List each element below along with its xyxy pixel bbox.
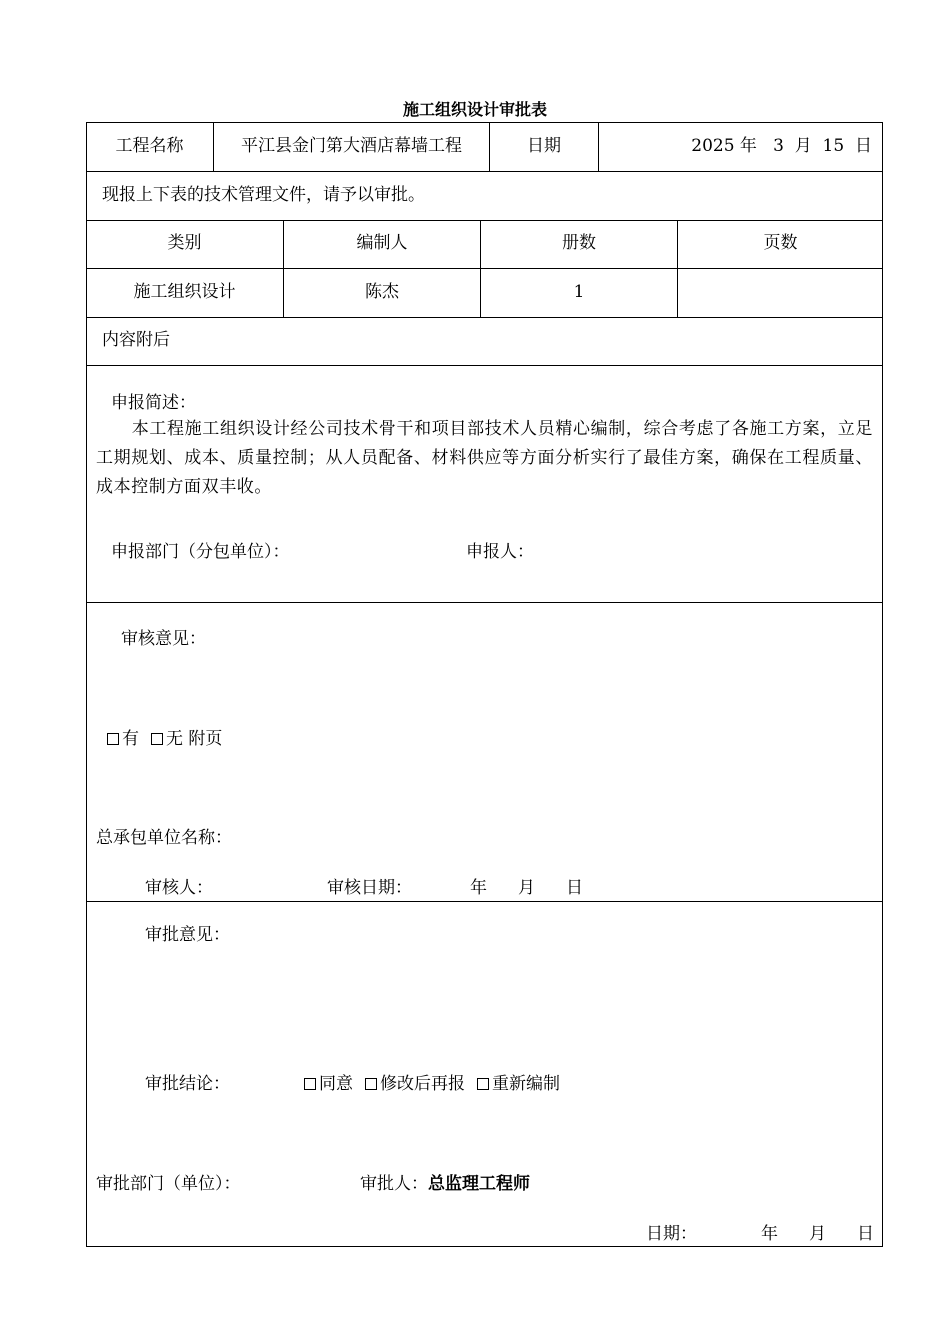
conclusion-options bbox=[304, 1076, 560, 1093]
table-cell-author: 陈杰 bbox=[365, 282, 399, 302]
project-name-value: 平江县金门第大酒店幕墙工程 bbox=[241, 136, 462, 156]
divider bbox=[86, 268, 883, 269]
checkbox-icon bbox=[107, 733, 119, 745]
divider bbox=[86, 220, 883, 221]
review-day: 日 bbox=[566, 878, 583, 898]
column-header-author: 编制人 bbox=[356, 233, 408, 253]
approver-value: 总监理工程师 bbox=[428, 1174, 530, 1194]
divider bbox=[86, 901, 883, 902]
report-heading: 申报简述： bbox=[111, 393, 196, 413]
checkbox-icon bbox=[365, 1078, 377, 1090]
column-header-pages: 页数 bbox=[763, 233, 798, 253]
review-year: 年 bbox=[470, 878, 487, 898]
option-recompile[interactable]: 重新编制 bbox=[477, 1074, 560, 1094]
checkbox-icon bbox=[477, 1078, 489, 1090]
approver-label: 审批人： bbox=[360, 1174, 428, 1194]
page-title: 施工组织设计审批表 bbox=[402, 100, 547, 119]
report-text: 本工程施工组织设计经公司技术骨干和项目部技术人员精心编制，综合考虑了各施工方案，立足工期规划、成本、质量控制；从人员配备、材料供应等方面分析实行了最佳方案，确保在工程质量、成本控制方面双丰收。 bbox=[96, 419, 873, 497]
review-month: 月 bbox=[518, 878, 535, 898]
divider bbox=[598, 122, 599, 172]
conclusion-label: 审批结论： bbox=[145, 1074, 230, 1094]
option-revise[interactable]: 修改后再报 bbox=[365, 1076, 465, 1093]
table-cell-category: 施工组织设计 bbox=[133, 282, 236, 302]
table-cell-volumes: 1 bbox=[573, 282, 585, 302]
option-yes[interactable]: 有 bbox=[107, 731, 139, 748]
review-heading: 审核意见： bbox=[121, 629, 206, 649]
divider bbox=[86, 317, 883, 318]
date-label: 日期 bbox=[527, 136, 561, 156]
report-dept-label: 申报部门（分包单位）： bbox=[111, 542, 290, 562]
option-agree[interactable]: 同意 bbox=[304, 1076, 353, 1093]
approval-year: 年 bbox=[761, 1224, 778, 1244]
reporter-label: 申报人： bbox=[466, 542, 534, 562]
approver-field bbox=[360, 1176, 530, 1193]
contractor-name-label: 总承包单位名称： bbox=[96, 828, 232, 848]
approval-dept-label: 审批部门（单位）： bbox=[96, 1174, 241, 1194]
column-header-volumes: 册数 bbox=[562, 233, 596, 253]
approval-date-label: 日期： bbox=[646, 1224, 697, 1244]
checkbox-icon bbox=[304, 1078, 316, 1090]
project-name-label: 工程名称 bbox=[115, 136, 184, 156]
option-no[interactable]: 无 bbox=[151, 729, 183, 749]
checkbox-icon bbox=[151, 733, 163, 745]
attachment-options bbox=[107, 731, 222, 748]
review-date-label: 审核日期： bbox=[327, 878, 412, 898]
notice-text: 现报上下表的技术管理文件，请予以审批。 bbox=[102, 185, 425, 205]
divider bbox=[86, 171, 883, 172]
attach-label: 附页 bbox=[188, 729, 223, 749]
divider bbox=[86, 602, 883, 603]
approval-month: 月 bbox=[809, 1224, 826, 1244]
date-value: 2025 年 3 月 15 日 bbox=[691, 136, 872, 156]
divider bbox=[86, 365, 883, 366]
column-header-category: 类别 bbox=[167, 233, 202, 253]
approval-day: 日 bbox=[857, 1224, 874, 1244]
approval-heading: 审批意见： bbox=[145, 925, 230, 945]
reviewer-label: 审核人： bbox=[145, 878, 213, 898]
attachment-note: 内容附后 bbox=[102, 330, 170, 350]
